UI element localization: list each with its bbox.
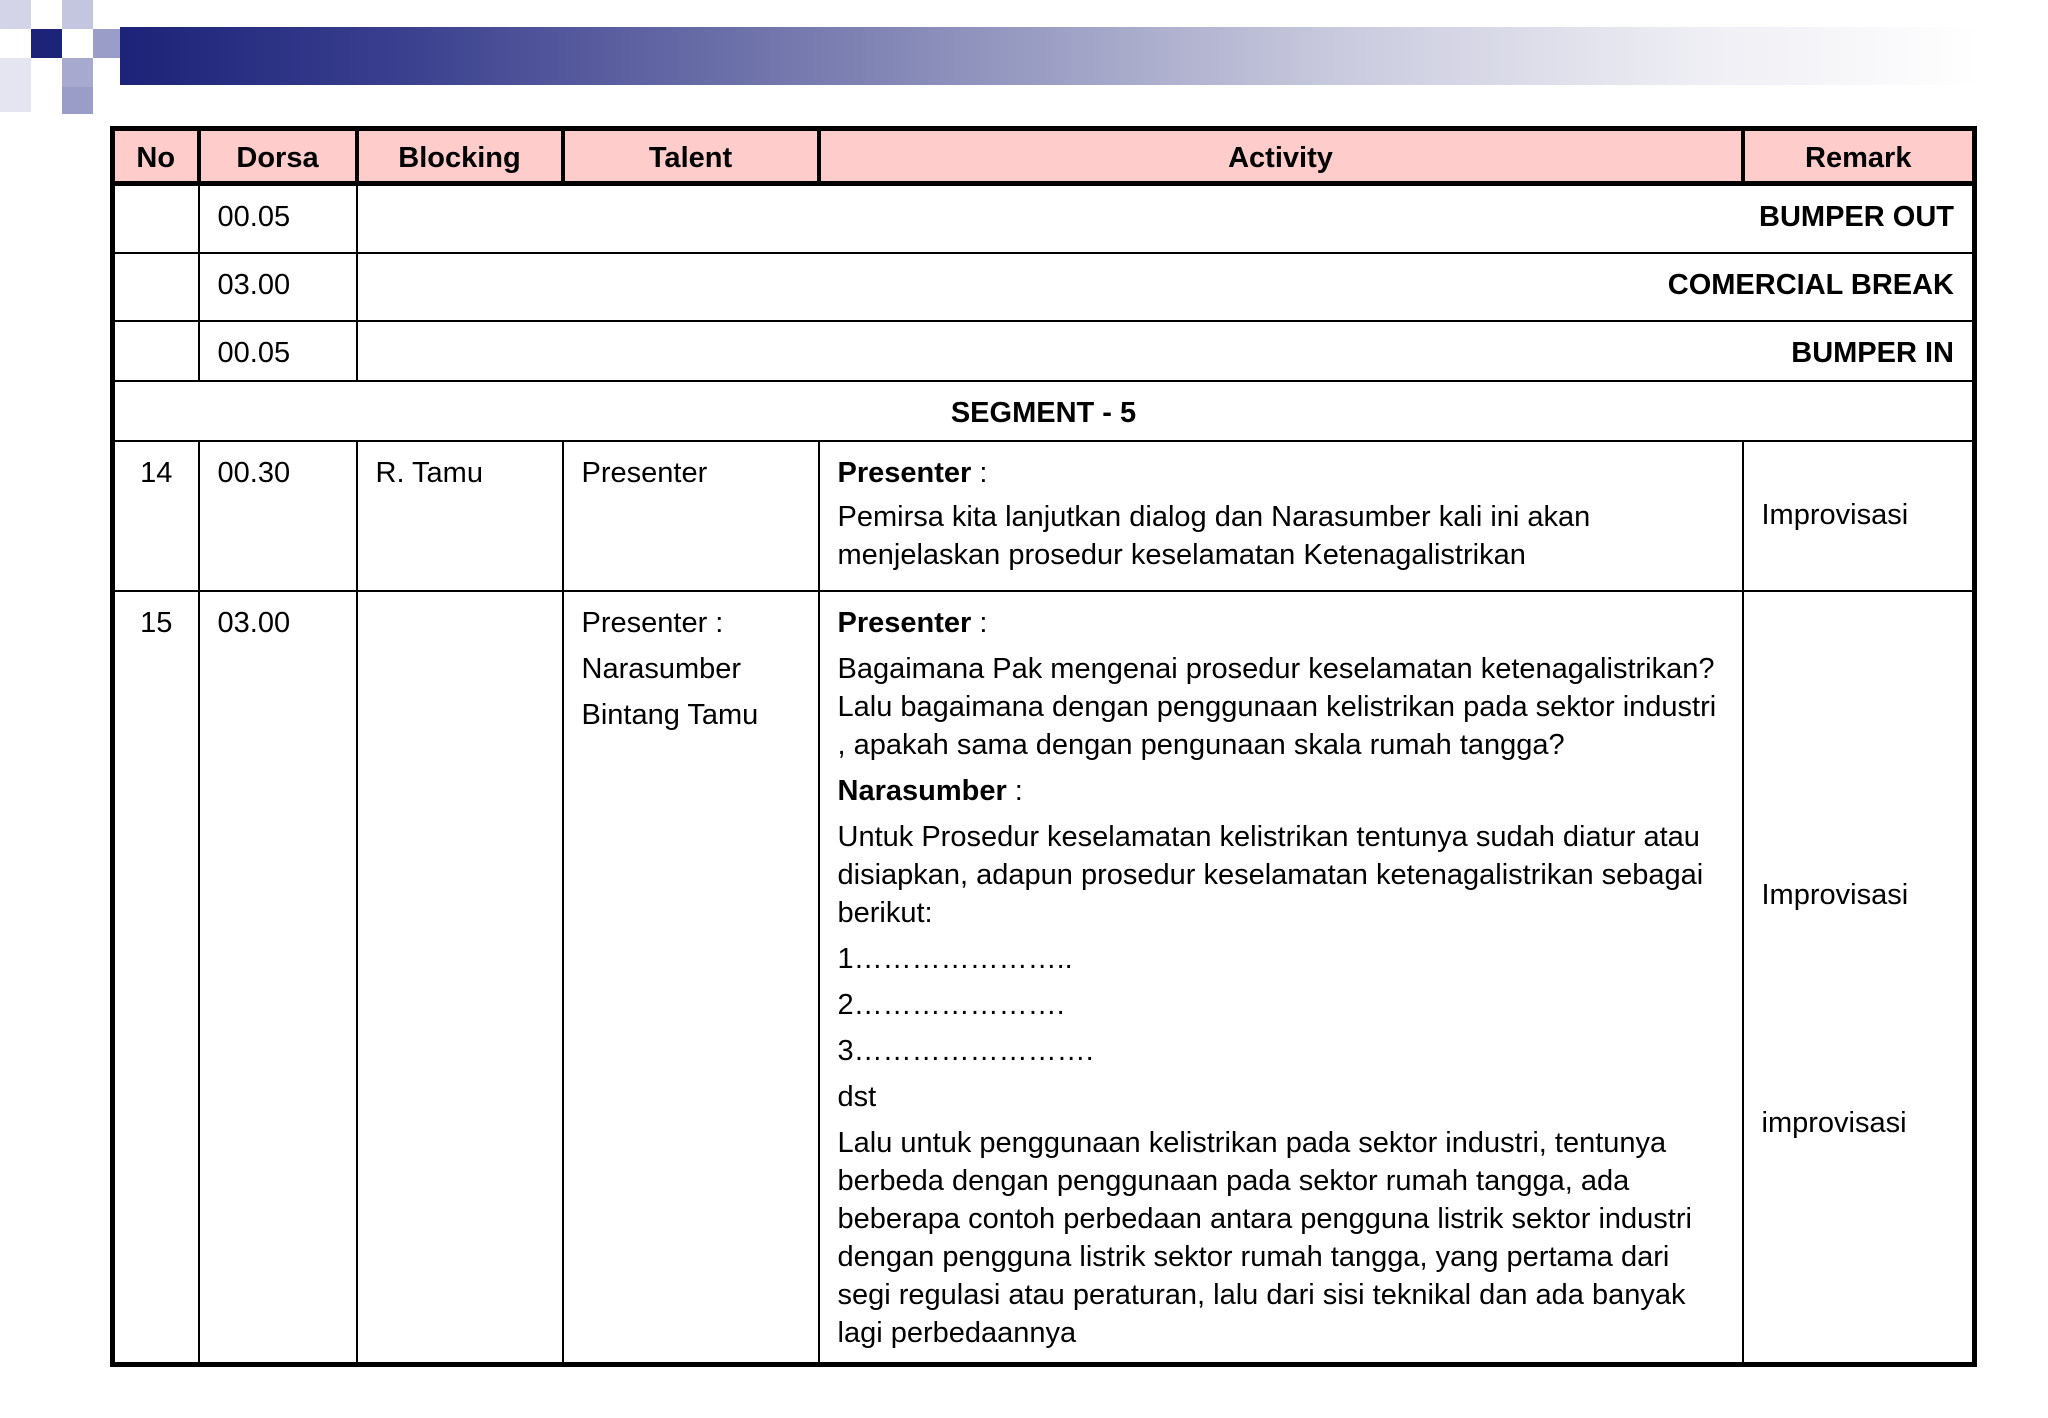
col-header-remark: Remark xyxy=(1743,129,1975,184)
list-item: dst xyxy=(837,1081,877,1113)
activity-text: Pemirsa kita lanjutkan dialog dan Narasumber kali ini akan menjelaskan prosedur keselamatan Ketenagalistrikan xyxy=(837,501,1591,571)
remark-text: Improvisasi xyxy=(1761,499,1909,531)
cell-bumper-in: BUMPER IN xyxy=(357,321,1975,381)
cell-dorsa: 03.00 xyxy=(199,591,357,1365)
segment-row xyxy=(113,381,1975,441)
cell-remark xyxy=(1743,591,1975,1365)
col-header-dorsa: Dorsa xyxy=(199,129,357,184)
table-row xyxy=(113,321,1975,381)
cell-activity xyxy=(819,441,1743,591)
deco-square xyxy=(31,58,62,87)
deco-square xyxy=(31,29,62,58)
speaker-colon: : xyxy=(971,607,988,639)
cell-talent: Presenter xyxy=(563,441,819,591)
deco-square xyxy=(0,0,31,29)
deco-square xyxy=(62,58,93,87)
cell-bumper-out: BUMPER OUT xyxy=(357,184,1975,254)
table-row xyxy=(113,184,1975,254)
cell-blocking xyxy=(357,591,563,1365)
cell-no xyxy=(113,253,199,321)
talent-line: Bintang Tamu xyxy=(581,699,759,731)
cell-dorsa: 03.00 xyxy=(199,253,357,321)
list-item: 1………………….. xyxy=(837,943,1073,975)
rundown-table xyxy=(110,126,1977,1367)
speaker-colon: : xyxy=(1006,775,1023,807)
talent-line: Narasumber xyxy=(581,653,742,685)
cell-talent xyxy=(563,591,819,1365)
cell-no xyxy=(113,321,199,381)
header-row xyxy=(113,129,1975,184)
activity-text: Untuk Prosedur keselamatan kelistrikan tentunya sudah diatur atau disiapkan, adapun prosedur keselamatan ketenagalistrikan sebagai berikut: xyxy=(837,821,1704,929)
col-header-no: No xyxy=(113,129,199,184)
col-header-blocking: Blocking xyxy=(357,129,563,184)
remark-text: improvisasi xyxy=(1761,1107,1907,1139)
cell-dorsa: 00.05 xyxy=(199,321,357,381)
cell-dorsa: 00.05 xyxy=(199,184,357,254)
cell-dorsa: 00.30 xyxy=(199,441,357,591)
speaker-label: Narasumber xyxy=(837,775,1007,807)
deco-square xyxy=(62,87,93,114)
activity-text: Lalu untuk penggunaan kelistrikan pada sektor industri, tentunya berbeda dengan penggunaan pada sektor rumah tangga, ada beberapa contoh perbedaan antara pengguna listrik sektor industri dengan pengguna listrik sektor rumah tangga, yang pertama dari segi regulasi atau peraturan, lalu dari sisi teknikal dan ada banyak lagi perbedaannya xyxy=(837,1127,1692,1349)
cell-no xyxy=(113,184,199,254)
col-header-talent: Talent xyxy=(563,129,819,184)
list-item: 2…………………. xyxy=(837,989,1065,1021)
col-header-activity: Activity xyxy=(819,129,1743,184)
cell-no: 14 xyxy=(113,441,199,591)
cell-remark xyxy=(1743,441,1975,591)
gradient-bar xyxy=(120,27,1980,85)
activity-text: Bagaimana Pak mengenai prosedur keselamatan ketenagalistrikan? Lalu bagaimana dengan penggunaan kelistrikan pada sektor industri , apakah sama dengan pengunaan skala rumah tangga? xyxy=(837,653,1717,761)
speaker-label: Presenter xyxy=(837,457,972,489)
deco-square xyxy=(62,0,93,29)
talent-line: Presenter : xyxy=(581,607,724,639)
table-row xyxy=(113,591,1975,1365)
segment-title: SEGMENT - 5 xyxy=(113,381,1975,441)
cell-activity xyxy=(819,591,1743,1365)
cell-blocking: R. Tamu xyxy=(357,441,563,591)
table-row xyxy=(113,253,1975,321)
speaker-label: Presenter xyxy=(837,607,972,639)
list-item: 3……………………. xyxy=(837,1035,1094,1067)
speaker-colon: : xyxy=(971,457,988,489)
cell-no: 15 xyxy=(113,591,199,1365)
cell-commercial-break: COMERCIAL BREAK xyxy=(357,253,1975,321)
table-row xyxy=(113,441,1975,591)
remark-text: Improvisasi xyxy=(1761,879,1909,911)
deco-square xyxy=(0,58,31,112)
